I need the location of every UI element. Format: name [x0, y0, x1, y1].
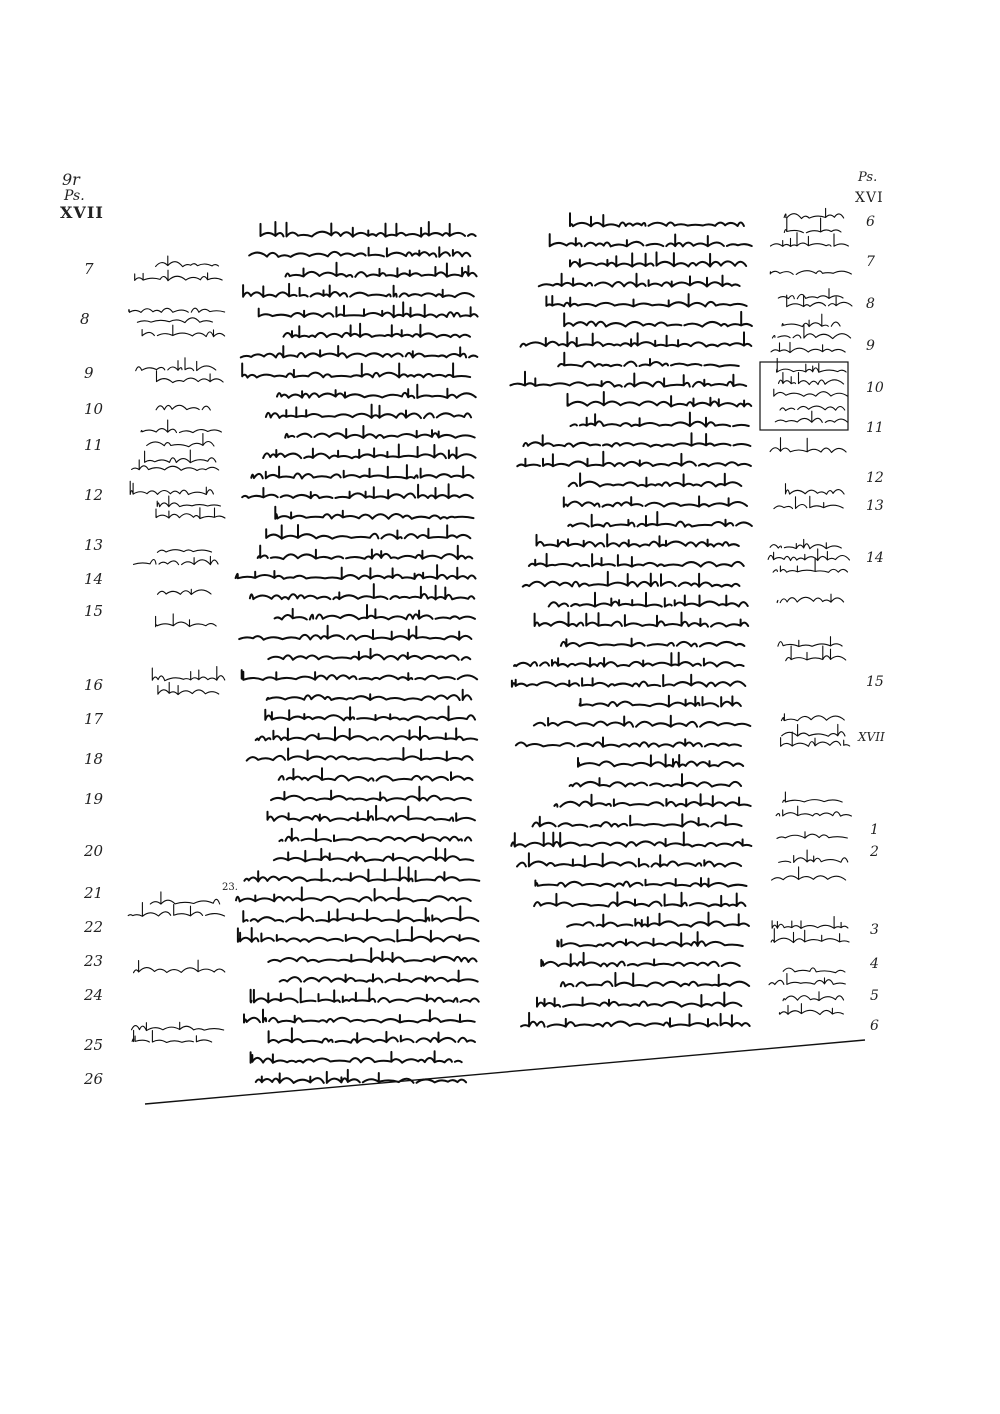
script-line [786, 484, 845, 495]
script-line [535, 613, 749, 627]
script-line [158, 589, 212, 594]
verse-number: 11 [84, 436, 104, 454]
script-line [268, 806, 475, 821]
verse-number: 25 [84, 1036, 104, 1054]
script-line [534, 716, 750, 727]
script-line [571, 413, 749, 427]
verse-number: 8 [866, 296, 875, 312]
script-line [131, 556, 219, 564]
verse-number: 19 [84, 790, 104, 808]
script-line [783, 992, 844, 1001]
script-line [557, 932, 742, 946]
script-line [263, 445, 475, 459]
verse-number: 6 [866, 214, 875, 230]
script-line [277, 385, 476, 398]
script-line [781, 714, 844, 721]
script-line [568, 512, 752, 527]
verse-number: 16 [84, 676, 104, 694]
script-line [786, 646, 846, 661]
script-line [567, 913, 749, 927]
script-line [780, 406, 845, 411]
book-abbrev-right: Ps. [858, 170, 878, 185]
script-line [521, 1013, 750, 1027]
script-line [564, 496, 747, 506]
verse-number: 2 [870, 844, 879, 860]
verse-number: 7 [866, 254, 875, 270]
script-line [549, 593, 748, 607]
left-marginal-glosses [128, 256, 225, 1043]
script-line [534, 534, 739, 546]
verse-number: 20 [84, 842, 104, 860]
script-line [265, 948, 476, 962]
script-line [774, 496, 843, 508]
script-line [147, 434, 214, 447]
script-line [771, 929, 849, 943]
verse-number: 26 [84, 1070, 104, 1088]
verse-number: 10 [84, 400, 104, 418]
psalm-number-left: XVII [60, 203, 104, 222]
script-line [251, 988, 479, 1002]
script-line [132, 1030, 212, 1042]
verse-number: 6 [870, 1018, 879, 1034]
script-line [779, 1004, 843, 1015]
script-line [266, 525, 470, 539]
script-line [771, 342, 845, 352]
verse-number: 9 [866, 338, 875, 354]
script-line [777, 832, 847, 839]
script-line [274, 848, 473, 861]
script-line [236, 565, 476, 579]
script-line [535, 878, 746, 887]
script-line [577, 696, 741, 707]
script-line [779, 724, 845, 736]
script-line [156, 508, 225, 519]
script-line [773, 558, 847, 572]
script-line [264, 690, 472, 700]
script-line [256, 727, 477, 740]
script-line [771, 233, 849, 247]
script-line [145, 450, 216, 463]
verse-number: 5 [870, 988, 879, 1004]
script-line [134, 960, 225, 973]
left-inner-note: 23. [222, 882, 238, 893]
script-line [130, 481, 213, 494]
script-line [156, 256, 219, 267]
verse-number: 12 [866, 470, 884, 486]
script-line [258, 546, 473, 560]
verse-number: 11 [866, 420, 884, 436]
script-line [570, 774, 741, 786]
script-line [568, 392, 752, 407]
script-line [249, 247, 470, 257]
script-line [150, 892, 219, 904]
script-line [771, 389, 847, 396]
script-line [514, 653, 744, 667]
script-line [132, 1022, 224, 1030]
script-line [546, 294, 746, 307]
script-line [777, 594, 844, 602]
script-line [578, 755, 743, 767]
verse-number: 23 [84, 952, 104, 970]
script-line [259, 302, 478, 317]
folio-number: 9r [62, 170, 80, 189]
script-line [770, 539, 841, 548]
script-line [137, 318, 212, 323]
verse-number: 14 [866, 550, 884, 566]
script-line [269, 1028, 475, 1043]
script-line [156, 405, 210, 410]
script-line [156, 614, 217, 627]
script-line [779, 850, 848, 862]
verse-number: XVII [858, 730, 885, 744]
verse-number: 15 [866, 674, 884, 690]
script-line [783, 792, 842, 802]
script-line [157, 496, 220, 507]
script-line [242, 670, 477, 680]
script-line [772, 325, 850, 339]
script-line [135, 270, 222, 281]
script-line [536, 274, 740, 287]
verse-number: 7 [84, 260, 94, 278]
script-line [236, 887, 471, 901]
script-line [141, 420, 221, 433]
script-line [511, 833, 751, 847]
script-line [561, 312, 752, 327]
script-line [266, 405, 471, 419]
script-line [521, 332, 752, 347]
script-line [158, 682, 219, 694]
script-line [772, 411, 847, 422]
script-line [550, 234, 752, 246]
script-line [261, 222, 476, 237]
script-line [240, 906, 478, 921]
script-line [778, 637, 842, 647]
script-line [265, 707, 475, 721]
script-line [271, 787, 471, 801]
script-line [284, 324, 471, 338]
script-line [128, 903, 224, 917]
script-line [770, 438, 846, 453]
right-text-column [510, 213, 751, 1026]
script-line [275, 507, 473, 519]
verse-number: 13 [84, 536, 104, 554]
verse-number: 22 [84, 918, 104, 936]
script-line [769, 974, 845, 985]
script-line [251, 465, 473, 478]
verse-number: 4 [870, 956, 879, 972]
script-line [561, 973, 749, 987]
script-line [152, 667, 224, 681]
script-line [534, 892, 745, 906]
script-line [256, 1070, 466, 1083]
script-line [772, 917, 848, 929]
script-line [523, 572, 740, 587]
verse-number: 15 [84, 602, 104, 620]
script-line [279, 768, 473, 780]
left-text-column [235, 222, 479, 1083]
verse-number: 3 [870, 922, 879, 938]
script-line [782, 314, 840, 326]
script-line [510, 372, 746, 387]
script-line [783, 968, 845, 973]
script-line [239, 626, 471, 640]
script-line [523, 433, 750, 446]
verse-number: 1 [870, 822, 879, 838]
verse-number: 17 [84, 710, 104, 728]
verse-number: 9 [84, 364, 94, 382]
script-line [242, 484, 473, 498]
book-abbrev-left: Ps. [64, 188, 85, 204]
script-line [779, 373, 844, 385]
script-line [768, 549, 849, 561]
bottom-rule [145, 1040, 865, 1104]
verse-number: 24 [84, 986, 104, 1004]
script-line [265, 649, 470, 660]
script-line [772, 867, 846, 880]
script-line [517, 452, 751, 466]
psalm-number-right: XVI [855, 190, 884, 206]
script-line [157, 550, 211, 553]
verse-number: 13 [866, 498, 884, 514]
script-line [558, 639, 744, 647]
script-line [767, 271, 851, 275]
verse-number: 12 [84, 486, 104, 504]
script-line [567, 213, 744, 226]
script-line [517, 853, 741, 866]
script-line [529, 554, 744, 567]
script-line [512, 675, 745, 687]
script-line [235, 927, 479, 942]
verse-number: 18 [84, 750, 104, 768]
script-line [129, 308, 225, 312]
verse-number: 10 [866, 380, 884, 396]
right-marginal-glosses [767, 208, 852, 1014]
script-line [285, 426, 474, 438]
script-line [142, 325, 225, 337]
script-line [776, 806, 851, 816]
script-line [244, 1010, 475, 1023]
verse-number: 14 [84, 570, 104, 588]
script-line [275, 605, 475, 620]
script-line [784, 218, 841, 233]
script-line [570, 252, 746, 266]
script-line [538, 953, 739, 966]
script-line [157, 371, 224, 383]
verse-number: 21 [84, 884, 104, 902]
script-line [554, 794, 750, 806]
verse-number: 8 [80, 310, 90, 328]
script-line [537, 993, 741, 1007]
script-line [251, 1051, 462, 1063]
script-line [280, 971, 478, 983]
script-line [558, 353, 739, 367]
script-line [247, 748, 473, 761]
script-line [276, 829, 471, 841]
script-line [569, 473, 742, 486]
script-line [778, 289, 843, 299]
script-line [240, 284, 474, 297]
script-line [250, 584, 474, 599]
script-line [244, 867, 479, 881]
script-line [242, 363, 470, 377]
script-line [784, 208, 844, 218]
script-line [283, 263, 477, 277]
script-line [533, 814, 742, 827]
script-line [136, 358, 216, 371]
script-line [777, 358, 847, 372]
script-line [516, 738, 741, 747]
script-line [241, 346, 478, 358]
